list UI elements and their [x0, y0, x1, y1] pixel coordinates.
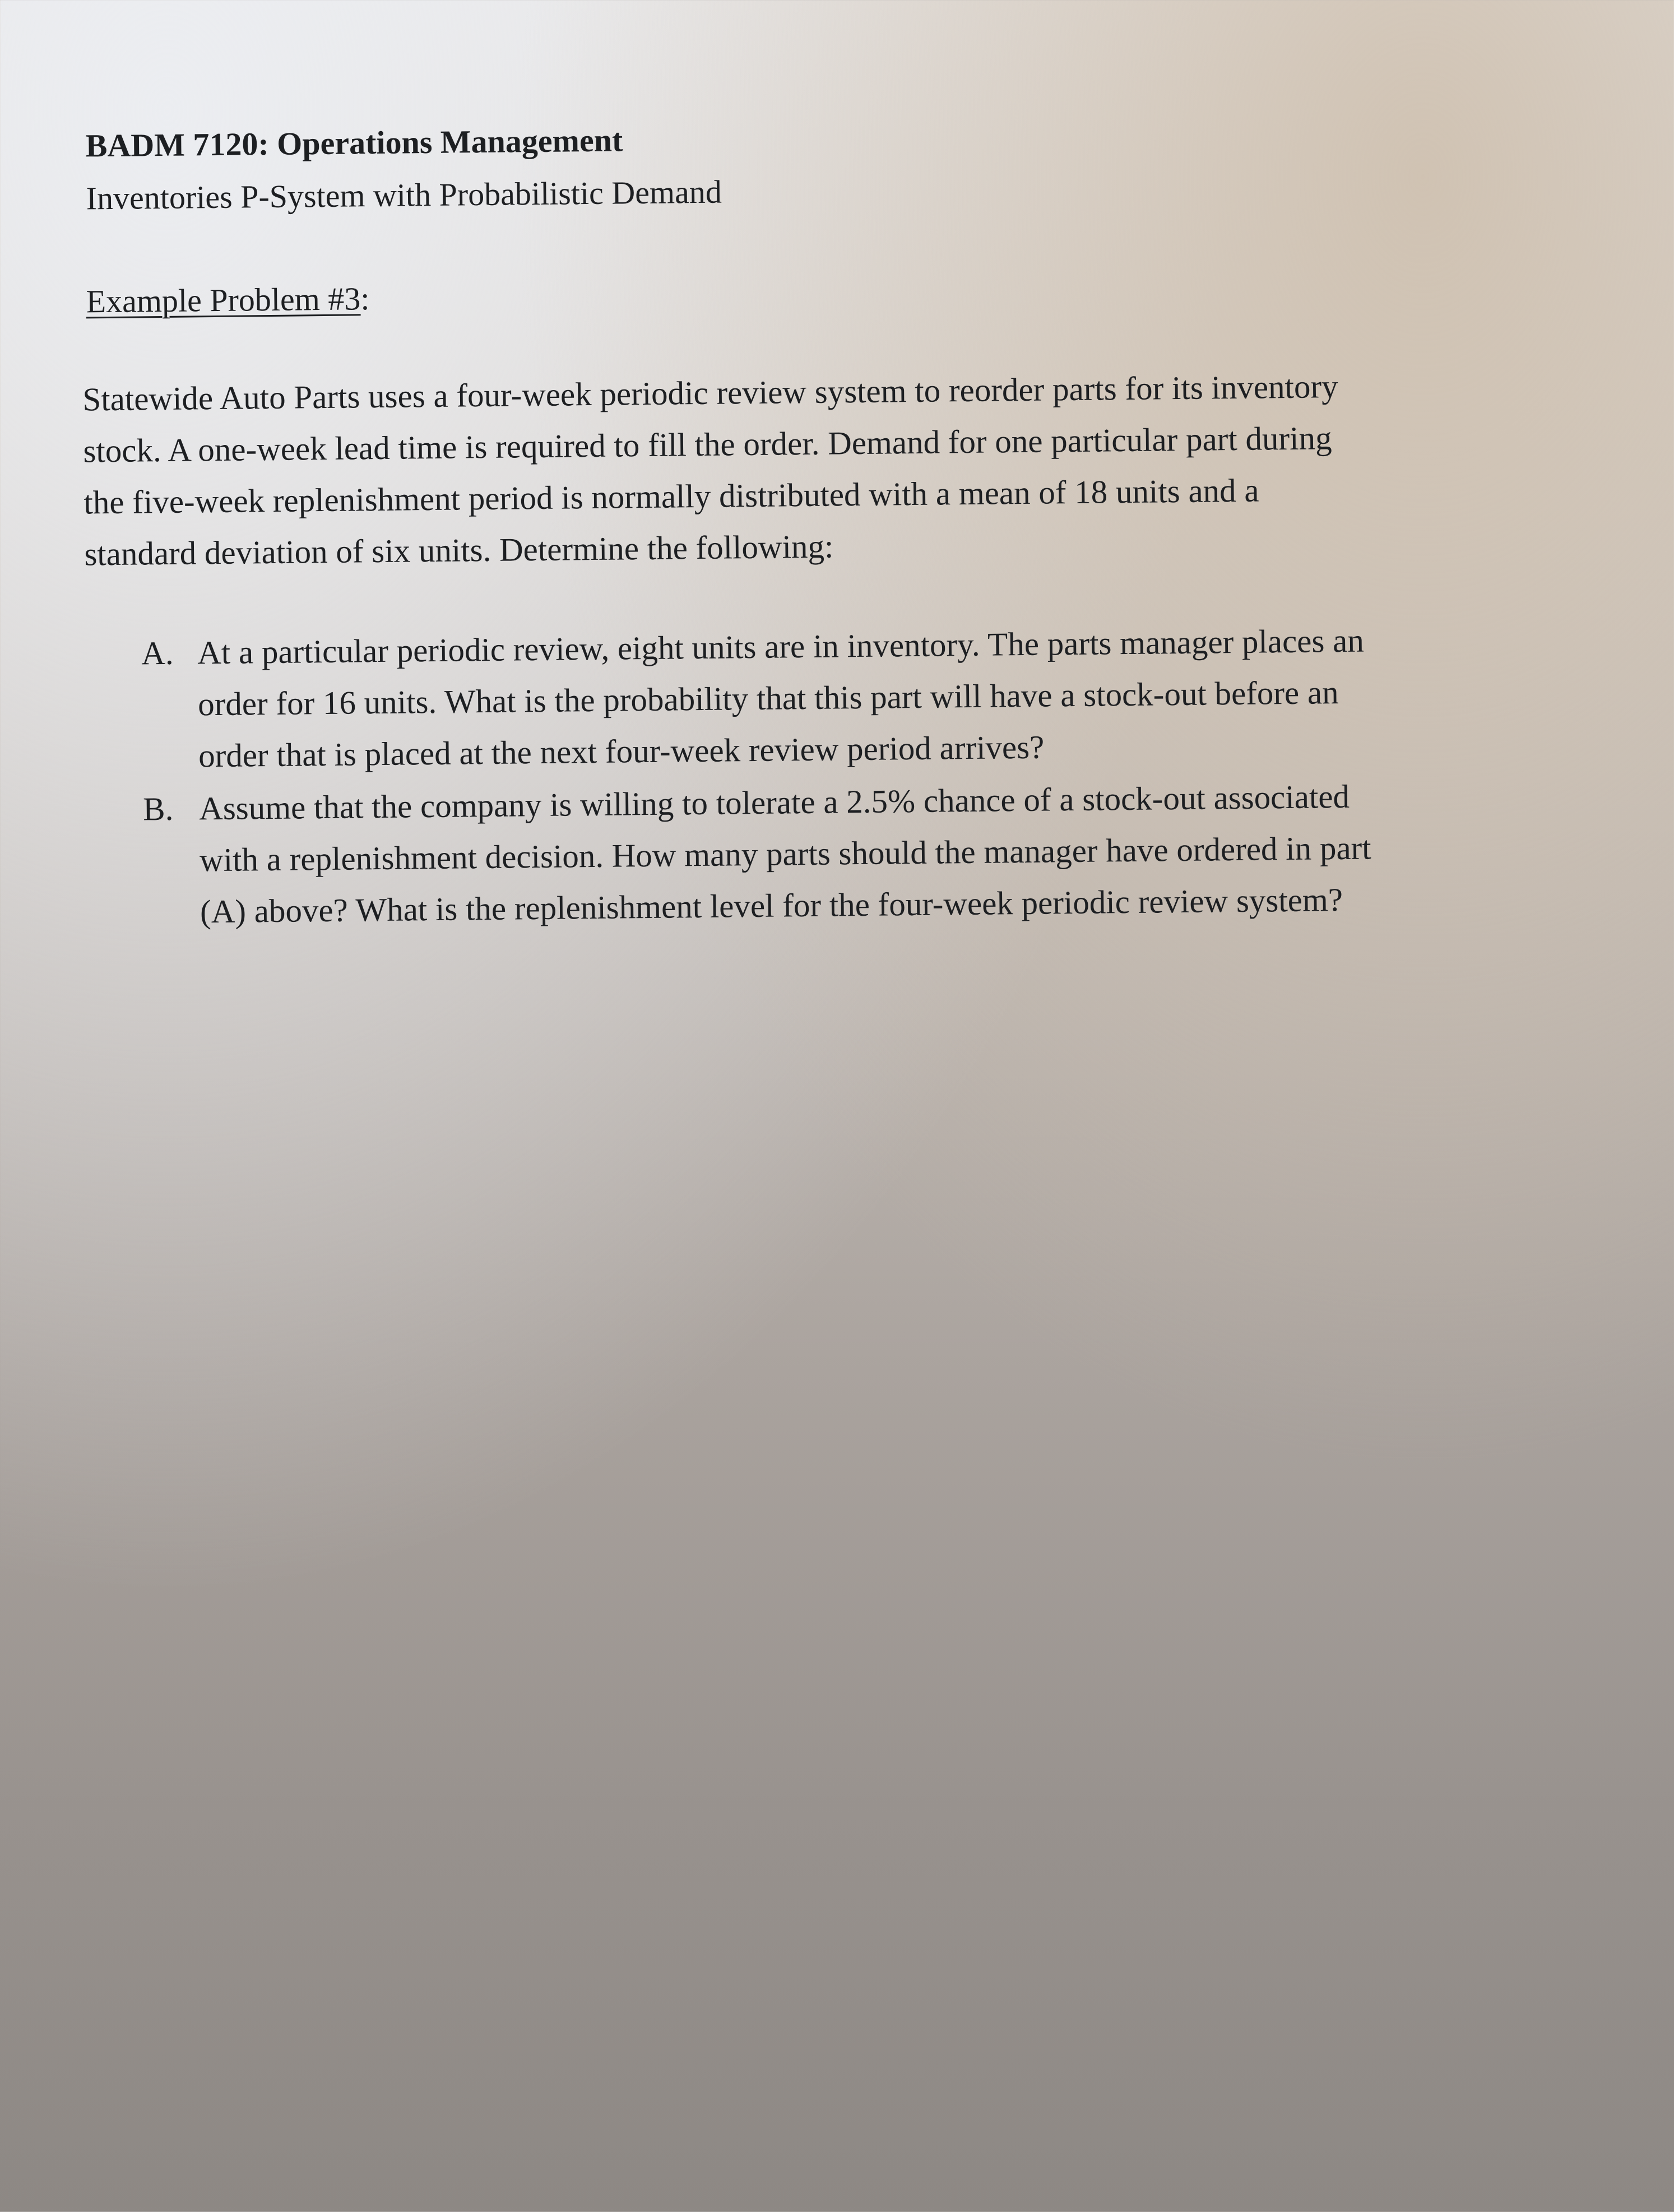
question-body: [199, 768, 1602, 937]
problem-heading-colon: :: [360, 280, 370, 317]
question-line: order for 16 units. What is the probability that this part will have a stock-out before an: [197, 674, 1339, 723]
statement-line: standard deviation of six units. Determine the following:: [84, 527, 834, 573]
statement-line: the five-week replenishment period is normally distributed with a mean of 18 units and a: [84, 471, 1259, 521]
question-line: (A) above? What is the replenishment level for the four-week periodic review system?: [200, 880, 1343, 930]
problem-heading-label: Example Problem #3: [86, 280, 361, 320]
question-body: [197, 612, 1600, 781]
problem-heading: [86, 280, 369, 320]
question-line: Assume that the company is willing to tolerate a 2.5% chance of a stock-out associated: [198, 777, 1350, 827]
question-line: order that is placed at the next four-week review period arrives?: [198, 728, 1045, 775]
statement-line: Statewide Auto Parts uses a four-week periodic review system to reorder parts for its inventory: [82, 368, 1338, 418]
course-title: BADM 7120: Operations Management: [85, 122, 623, 164]
question-marker: A.: [141, 634, 174, 672]
question-a: [141, 612, 1600, 782]
problem-statement: [82, 358, 1570, 580]
course-subtitle: Inventories P-System with Probabilistic Demand: [86, 173, 722, 217]
question-line: with a replenishment decision. How many parts should the manager have ordered in part: [199, 829, 1371, 879]
question-marker: B.: [142, 790, 174, 828]
question-line: At a particular periodic review, eight units are in inventory. The parts manager places an: [197, 622, 1365, 671]
statement-line: stock. A one-week lead time is required to fill the order. Demand for one particular part during: [83, 419, 1332, 470]
question-b: [143, 768, 1602, 938]
